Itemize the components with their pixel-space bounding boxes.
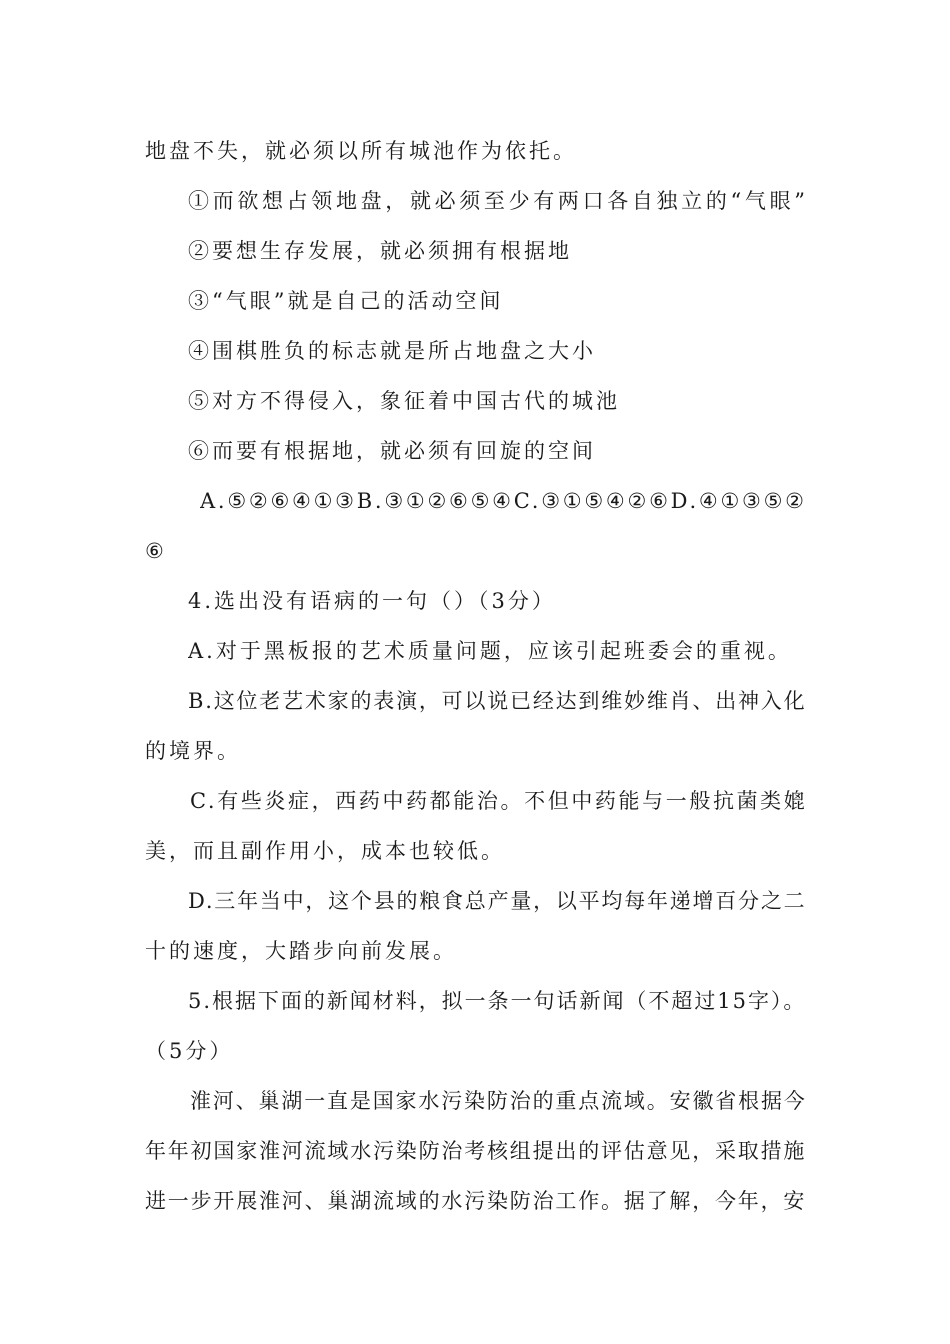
answer-choices-continued: ⑥	[145, 539, 164, 563]
question-4-heading: 4.选出没有语病的一句（）（3分）	[188, 589, 556, 613]
question-4-option-d-continued: 十的速度，大踏步向前发展。	[145, 939, 457, 963]
question-4-option-c-continued: 美，而且副作用小，成本也较低。	[145, 839, 505, 863]
option-line-2: ②要想生存发展，就必须拥有根据地	[188, 239, 572, 263]
paragraph-line: 地盘不失，就必须以所有城池作为依托。	[145, 139, 577, 163]
news-material-line-2: 年年初国家淮河流域水污染防治考核组提出的评估意见，采取措施	[145, 1139, 807, 1163]
question-4-option-b: B.这位老艺术家的表演，可以说已经达到维妙维肖、出神入化	[188, 689, 807, 713]
question-4-option-a: A.对于黑板报的艺术质量问题，应该引起班委会的重视。	[188, 639, 792, 663]
option-line-1: ①而欲想占领地盘，就必须至少有两口各自独立的“气眼”	[188, 189, 809, 213]
news-material-line-1: 淮河、巢湖一直是国家水污染防治的重点流域。安徽省根据今	[190, 1089, 807, 1113]
option-line-3: ③“气眼”就是自己的活动空间	[188, 289, 504, 313]
answer-choices-line: A.⑤②⑥④①③B.③①②⑥⑤④C.③①⑤④②⑥D.④①③⑤②	[200, 489, 807, 513]
question-4-option-b-continued: 的境界。	[145, 739, 241, 763]
question-4-option-c: C.有些炎症，西药中药都能治。不但中药能与一般抗菌类媲	[190, 789, 808, 813]
news-material-line-3: 进一步开展淮河、巢湖流域的水污染防治工作。据了解，今年，安	[145, 1189, 807, 1213]
option-line-6: ⑥而要有根据地，就必须有回旋的空间	[188, 439, 596, 463]
question-5-score: （5分）	[145, 1039, 234, 1063]
question-4-option-d: D.三年当中，这个县的粮食总产量，以平均每年递增百分之二	[188, 889, 807, 913]
option-line-4: ④围棋胜负的标志就是所占地盘之大小	[188, 339, 596, 363]
option-line-5: ⑤对方不得侵入，象征着中国古代的城池	[188, 389, 620, 413]
question-5-heading: 5.根据下面的新闻材料，拟一条一句话新闻（不超过15字）。	[188, 989, 807, 1013]
